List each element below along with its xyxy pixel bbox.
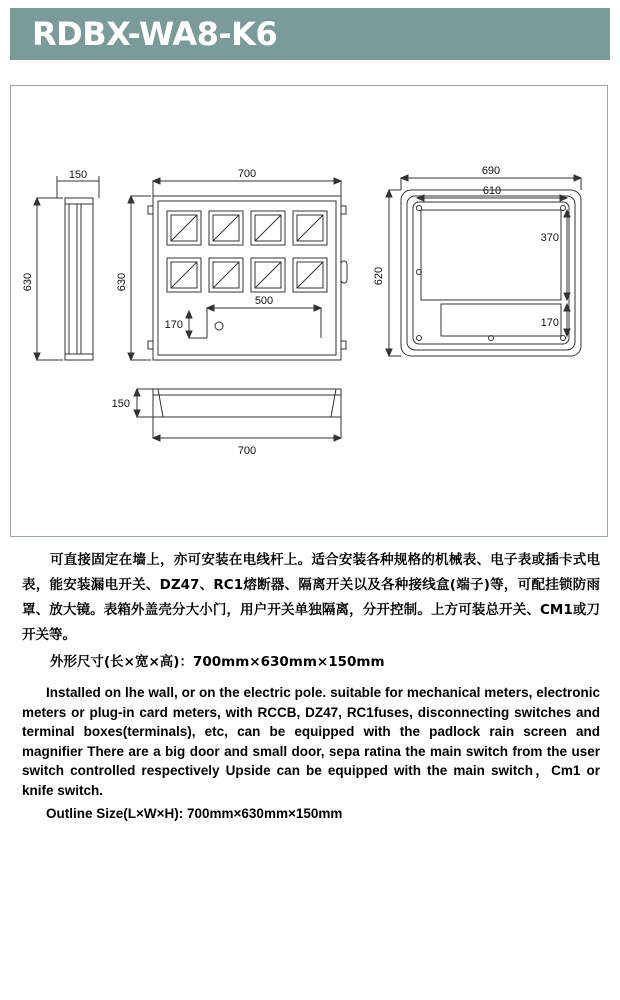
page-title: RDBX-WA8-K6 (32, 15, 278, 53)
svg-text:150: 150 (111, 398, 130, 410)
description-section (22, 548, 600, 824)
svg-text:500: 500 (254, 295, 274, 307)
svg-text:170: 170 (540, 317, 559, 329)
english-outline-size: Outline Size(L×W×H): 700mm×630mm×150mm (46, 806, 343, 821)
svg-text:370: 370 (540, 232, 559, 244)
english-description: Installed on lhe wall, or on the electric pole. suitable for mechanical meters, electronic meters or plug-in card meters, with RCCB, DZ47, RC1fuses, disconnecting switches and terminal boxes(terminals), etc, can be equipped with the padlock rain screen and magnifier There are a big door and small door, sepa ratina the main switch from the user switch controlled respectively Upside can be equipped with the main switch，Cm1 or knife switch. (22, 685, 600, 798)
chinese-outline-size: 外形尺寸(长×宽×高)：700mm×630mm×150mm (50, 654, 385, 670)
svg-text:630: 630 (22, 272, 34, 292)
chinese-description: 可直接固定在墙上，亦可安装在电线杆上。适合安装各种规格的机械表、电子表或插卡式电表，能安装漏电开关、DZ47、RC1熔断器、隔离开关以及各种接线盒(端子)等，可配挂锁防雨罩、放大镜。表箱外盖壳分大小门，用户开关单独隔离，分开控制。上方可装总开关、CM1或刀开关等。 (22, 552, 600, 643)
svg-text:610: 610 (482, 185, 502, 197)
svg-text:700: 700 (237, 168, 257, 180)
svg-text:700: 700 (237, 445, 257, 457)
product-title-band (10, 8, 610, 60)
drawing-panel (10, 85, 608, 537)
svg-text:630: 630 (116, 272, 128, 292)
svg-text:150: 150 (68, 169, 88, 181)
svg-text:690: 690 (481, 165, 501, 177)
outline-drawing-svg (11, 86, 607, 536)
svg-text:620: 620 (373, 266, 385, 286)
svg-text:170: 170 (164, 319, 183, 331)
